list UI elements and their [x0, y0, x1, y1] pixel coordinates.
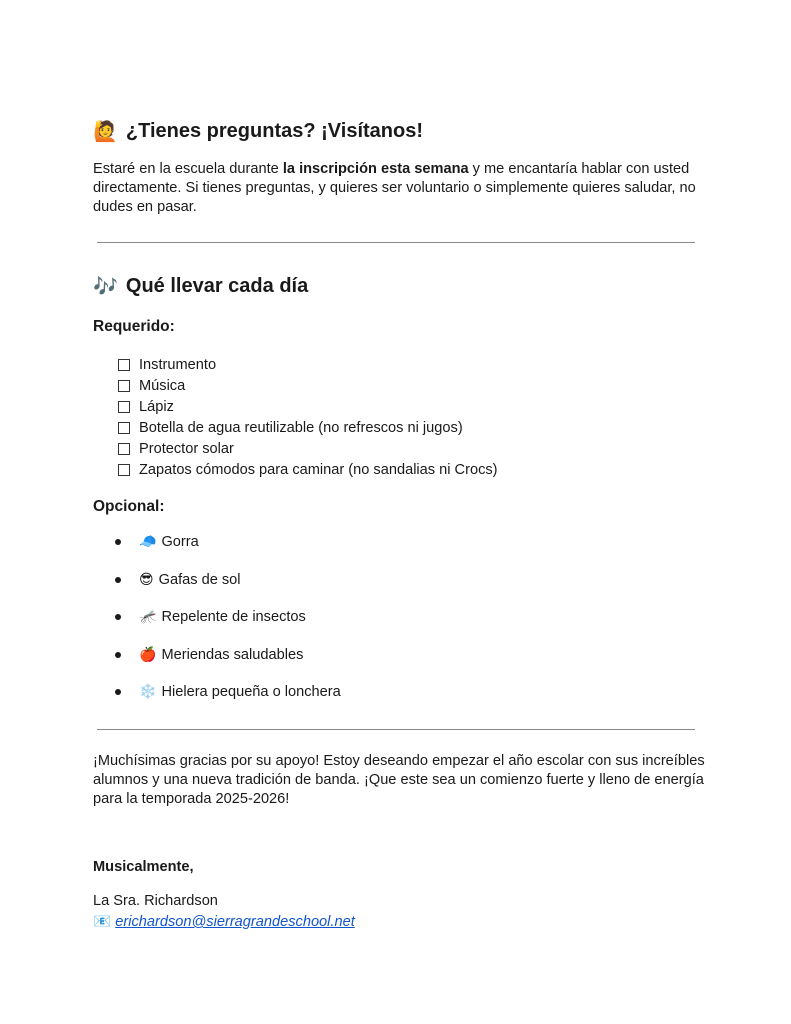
- visit-heading: [93, 119, 423, 143]
- bullet-icon: [115, 539, 121, 545]
- list-item-label: Repelente de insectos: [161, 609, 306, 625]
- visit-paragraph: [93, 160, 703, 217]
- checklist-item[interactable]: [118, 375, 498, 396]
- bullet-icon: [115, 577, 121, 583]
- checklist-item[interactable]: [118, 396, 498, 417]
- signature-name: La Sra. Richardson: [93, 893, 218, 909]
- visit-text-pre: Estaré en la escuela durante: [93, 161, 283, 177]
- list-item-label: Meriendas saludables: [161, 646, 304, 663]
- optional-list: [115, 531, 341, 719]
- visit-text-bold: la inscripción esta semana: [282, 161, 469, 177]
- cap-icon: 🧢: [139, 534, 157, 550]
- horizontal-divider: [97, 729, 695, 730]
- signoff: Musicalmente,: [93, 859, 194, 875]
- visit-paragraph-line-1: [93, 160, 703, 179]
- closing-line-2: alumnos y una nueva tradición de banda. ¡Que este sea un comienzo fuerte y lleno de energía: [93, 772, 704, 788]
- checkbox-icon[interactable]: [118, 401, 130, 413]
- required-checklist: [118, 354, 498, 480]
- checklist-item-label: Instrumento: [139, 356, 217, 373]
- checklist-item-label: Lápiz: [139, 398, 174, 415]
- list-item-label: Gafas de sol: [158, 571, 241, 588]
- bring-heading-text: Qué llevar cada día: [125, 274, 309, 297]
- visit-paragraph-line-3: dudes en pasar.: [93, 199, 197, 215]
- visit-heading-text: ¿Tienes preguntas? ¡Visítanos!: [125, 119, 424, 142]
- bullet-icon: [115, 689, 121, 695]
- musical-notes-icon: 🎶: [93, 274, 118, 298]
- checklist-item[interactable]: [118, 459, 498, 480]
- list-item: [115, 569, 341, 607]
- checklist-item-label: Botella de agua reutilizable (no refrescos ni jugos): [139, 419, 463, 436]
- email-link[interactable]: erichardson@sierragrandeschool.net: [115, 914, 355, 930]
- sunglasses-face-icon: 😎: [139, 571, 154, 588]
- horizontal-divider: [97, 242, 695, 243]
- required-heading: Requerido:: [93, 318, 175, 335]
- checkbox-icon[interactable]: [118, 380, 130, 392]
- checklist-item[interactable]: [118, 354, 498, 375]
- list-item: [115, 531, 341, 569]
- bullet-icon: [115, 614, 121, 620]
- closing-line-3: para la temporada 2025-2026!: [93, 791, 290, 807]
- checklist-item[interactable]: [118, 417, 498, 438]
- list-item-label: Gorra: [161, 534, 199, 550]
- checklist-item-label: Protector solar: [139, 440, 234, 457]
- person-raising-hand-icon: 🙋: [93, 119, 118, 143]
- bring-heading: [93, 274, 308, 298]
- list-item: [115, 606, 341, 644]
- list-item-label: Hielera pequeña o lonchera: [161, 684, 341, 700]
- signature-email-row: [93, 912, 355, 930]
- checkbox-icon[interactable]: [118, 422, 130, 434]
- mosquito-icon: 🦟: [139, 609, 157, 625]
- checkbox-icon[interactable]: [118, 443, 130, 455]
- checkbox-icon[interactable]: [118, 359, 130, 371]
- apple-icon: 🍎: [139, 646, 157, 663]
- visit-text-post: y me encantaría hablar con usted: [468, 161, 690, 177]
- checkbox-icon[interactable]: [118, 464, 130, 476]
- visit-paragraph-line-2: directamente. Si tienes preguntas, y quieres ser voluntario o simplemente quieres saludar, no: [93, 180, 696, 196]
- snowflake-icon: ❄️: [139, 684, 157, 700]
- list-item: [115, 681, 341, 719]
- closing-line-1: ¡Muchísimas gracias por su apoyo! Estoy deseando empezar el año escolar con sus increíbles: [93, 753, 705, 769]
- optional-heading: Opcional:: [93, 498, 165, 515]
- bullet-icon: [115, 652, 121, 658]
- checklist-item[interactable]: [118, 438, 498, 459]
- list-item: [115, 644, 341, 682]
- checklist-item-label: Zapatos cómodos para caminar (no sandalias ni Crocs): [139, 461, 498, 478]
- checklist-item-label: Música: [139, 377, 186, 394]
- closing-paragraph: [93, 752, 703, 809]
- envelope-icon: 📧: [93, 913, 112, 930]
